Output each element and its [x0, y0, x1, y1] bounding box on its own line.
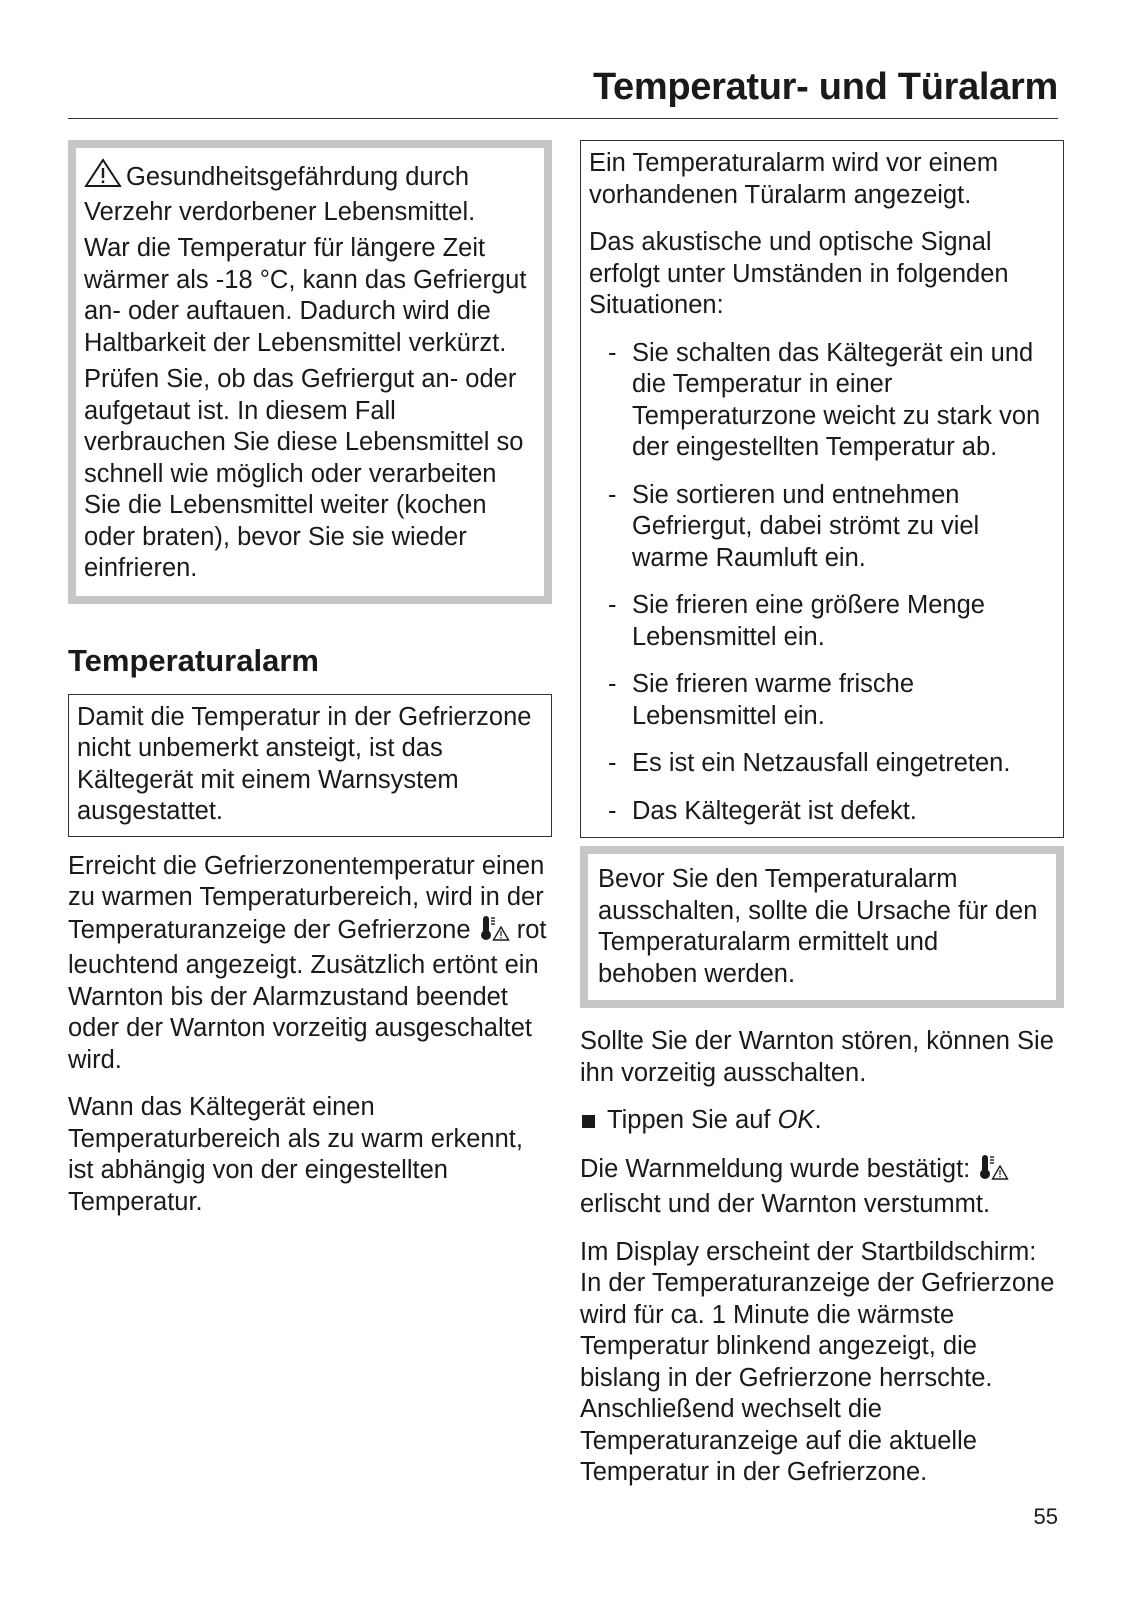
section-heading: Temperaturalarm	[68, 642, 319, 678]
note-text: Bevor Sie den Temperaturalarm ausschalten, sollte die Ursache für den Temperaturalarm ermittelt und behoben werden.	[598, 865, 1038, 988]
list-item: - Sie schalten das Kältegerät ein und die Temperatur in einer Temperaturzone weicht zu stark von der eingestellten Temperatur ab.	[608, 338, 1041, 461]
note-box	[580, 846, 1064, 1008]
body-text: rot leuchtend angezeigt. Zusätzlich ertönt ein Warnton bis der Alarmzustand beendet oder der Warnton vorzeitig ausgeschaltet wird.	[68, 915, 547, 1074]
right-column	[580, 140, 1064, 1505]
step-bullet-icon	[582, 1115, 595, 1128]
body-paragraph	[580, 1153, 1064, 1221]
warning-heading-text: Gesundheitsgefährdung durch Verzehr verdorbener Lebensmittel.	[84, 163, 476, 226]
body-paragraph: Sollte Sie der Warnton stören, können Sie ihn vorzeitig ausschalten.	[580, 1027, 1054, 1087]
body-text: Die Warnmeldung wurde bestätigt:	[580, 1154, 971, 1183]
body-text: erlischt und der Warnton verstummt.	[580, 1190, 991, 1218]
body-paragraph: Wann das Kältegerät einen Temperaturbereich als zu warm erkennt, ist abhängig von der eingestellten Temperatur.	[68, 1093, 523, 1216]
box-paragraph: Ein Temperaturalarm wird vor einem vorhandenen Türalarm angezeigt.	[589, 149, 999, 209]
intro-text: Damit die Temperatur in der Gefrierzone nicht unbemerkt ansteigt, ist das Kältegerät mit einem Warnsystem ausgestattet.	[77, 702, 532, 825]
page-number: 55	[1033, 1504, 1058, 1529]
ok-label: OK	[777, 1106, 815, 1134]
warning-paragraph: Prüfen Sie, ob das Gefriergut an- oder aufgetaut ist. In diesem Fall verbrauchen Sie diese Lebensmittel so schnell wie möglich oder verarbeiten Sie die Lebensmittel weiter (kochen oder braten), bevor Sie sie wieder einfrieren.	[84, 365, 524, 582]
list-item: - Sie sortieren und entnehmen Gefriergut, dabei strömt zu viel warme Raumluft ein.	[608, 480, 980, 572]
temperature-alarm-icon	[478, 914, 510, 951]
temperature-alarm-icon	[977, 1153, 1009, 1190]
intro-box	[68, 694, 552, 837]
warning-triangle-icon	[84, 158, 122, 197]
situations-list	[589, 338, 1055, 828]
left-column	[68, 140, 552, 1234]
body-paragraph: Im Display erscheint der Startbildschirm: In der Temperaturanzeige der Gefrierzone wird für ca. 1 Minute die wärmste Temperatur blinkend angezeigt, die bislang in der Gefrierzone herrschte. Anschließend wechselt die Temperaturanzeige auf die aktuelle Temperatur in der Gefrierzone.	[580, 1237, 1055, 1486]
list-item: - Das Kältegerät ist defekt.	[608, 796, 917, 825]
list-item: - Es ist ein Netzausfall eingetreten.	[608, 749, 1011, 777]
list-item: - Sie frieren warme frische Lebensmittel ein.	[608, 670, 915, 730]
page-title: Temperatur- und Türalarm	[592, 66, 1058, 108]
header-divider	[68, 118, 1058, 119]
warning-paragraph: War die Temperatur für längere Zeit wärmer als -18 °C, kann das Gefriergut an- oder auftauen. Dadurch wird die Haltbarkeit der Lebensmittel verkürzt.	[84, 234, 527, 357]
list-item: - Sie frieren eine größere Menge Lebensmittel ein.	[608, 591, 985, 651]
warning-heading	[84, 158, 532, 228]
box-paragraph: Das akustische und optische Signal erfolgt unter Umständen in folgenden Situationen:	[589, 228, 1009, 319]
body-paragraph	[68, 851, 552, 1077]
instruction-step: Tippen Sie auf OK.	[580, 1105, 1064, 1137]
body-text: Erreicht die Gefrierzonentemperatur einen zu warmen Temperaturbereich, wird in der Temperaturanzeige der Gefrierzone	[68, 851, 545, 944]
health-warning-box	[68, 140, 552, 604]
situations-box	[580, 140, 1064, 838]
